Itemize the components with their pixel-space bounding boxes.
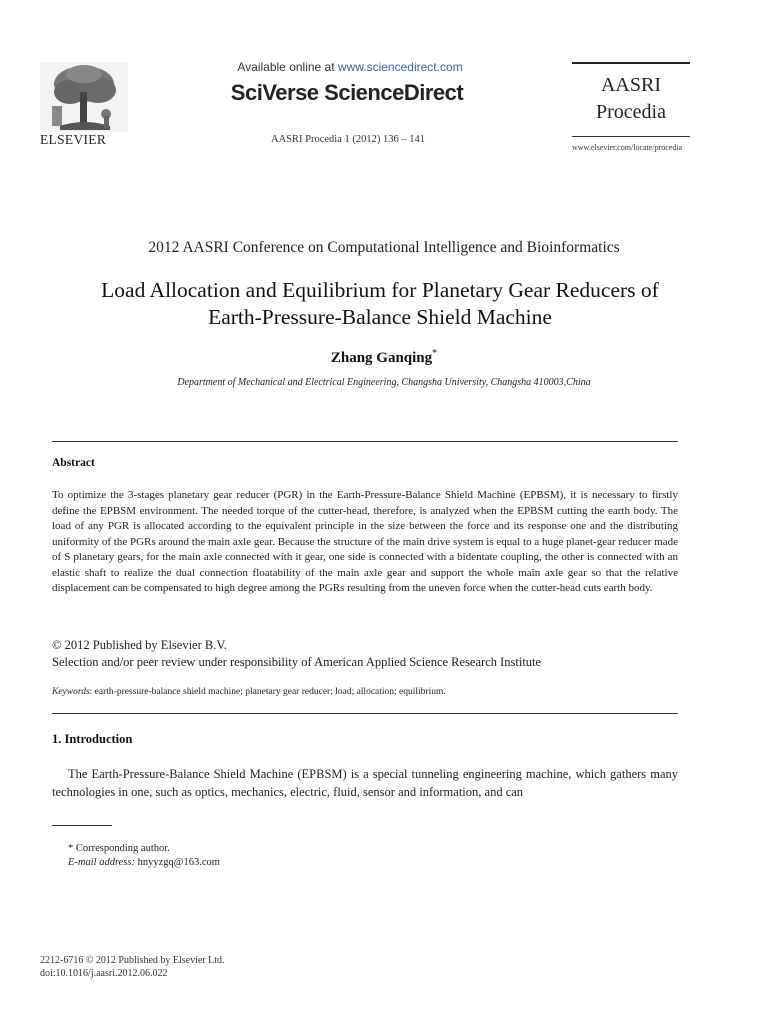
journal-box-top-rule bbox=[572, 62, 690, 64]
keywords-label: Keywords bbox=[52, 687, 90, 697]
author-affiliation: Department of Mechanical and Electrical Engineering, Changsha University, Changsha 410003,China bbox=[177, 377, 591, 388]
sciencedirect-link[interactable]: www.sciencedirect.com bbox=[337, 60, 463, 74]
section-heading-introduction: 1. Introduction bbox=[52, 732, 133, 746]
email-label: E-mail address: bbox=[68, 857, 135, 868]
introduction-paragraph: The Earth-Pressure-Balance Shield Machine (EPBSM) is a special tunneling engineering machine, which gathers many technologies in one, such as optics, mechanics, electric, fluid, sensor and information, and can bbox=[52, 767, 678, 799]
journal-citation: AASRI Procedia 1 (2012) 136 – 141 bbox=[271, 134, 425, 145]
peer-review-line: Selection and/or peer review under responsibility of American Applied Science Research Institute bbox=[52, 655, 542, 669]
journal-series: Procedia bbox=[596, 101, 666, 123]
journal-url[interactable]: www.elsevier.com/locate/procedia bbox=[572, 143, 683, 152]
keywords-line bbox=[52, 687, 446, 697]
footnote-rule bbox=[52, 825, 112, 826]
title-line-1: Load Allocation and Equilibrium for Planetary Gear Reducers of bbox=[101, 278, 659, 302]
author-text: Zhang Ganqing bbox=[330, 350, 433, 366]
publisher-wordmark: ELSEVIER bbox=[40, 132, 107, 147]
doi-line[interactable]: doi:10.1016/j.aasri.2012.06.022 bbox=[40, 968, 168, 979]
journal-name: AASRI bbox=[600, 74, 661, 96]
copyright-line: © 2012 Published by Elsevier B.V. bbox=[52, 638, 227, 652]
keywords-list: : earth-pressure-balance shield machine; planetary gear reducer; load; allocation; equilibrium. bbox=[89, 687, 446, 697]
author-name bbox=[0, 348, 768, 367]
email-address[interactable]: hnyyzgq@163.com bbox=[134, 857, 220, 868]
abstract-bottom-rule bbox=[52, 713, 678, 714]
author-footnote-mark: * bbox=[432, 348, 438, 359]
conference-name: 2012 AASRI Conference on Computational Intelligence and Bioinformatics bbox=[148, 239, 620, 256]
issn-line: 2212-6716 © 2012 Published by Elsevier Ltd. bbox=[40, 955, 225, 966]
abstract-heading: Abstract bbox=[52, 457, 95, 469]
corresponding-author-note: * Corresponding author. bbox=[68, 843, 170, 854]
title-line-2: Earth-Pressure-Balance Shield Machine bbox=[208, 305, 552, 329]
abstract-top-rule bbox=[52, 441, 678, 442]
abstract-body: To optimize the 3-stages planetary gear reducer (PGR) in the Earth-Pressure-Balance Shield Machine (EPBSM), it is necessary to firstly define the EPBSM environment. The needed torque of the cutter-head, therefore, is analyzed when the EPBSM cutting the earth body. The load of any PGR is allocated according to the equivalent principle in the size between the force and its response one and the distributing uniformity of the PGRs around the main axle gear. Because the structure of the main drive system is equal to a huge planet-gear reducer made of S planetary gears, for the main axle connected with it gear, one side is connected with a bidentate coupling, the other is connected with an elastic shaft to realize the dual connection floatability of the main axle gear and support the whole main axle gear so that the relative displacement can be compensated to high degree among the PGRs resulting from the uneven force when the cutter-head cuts earth body. bbox=[52, 489, 678, 594]
journal-box-bottom-rule bbox=[572, 136, 690, 137]
sciverse-brand: SciVerse ScienceDirect bbox=[230, 80, 464, 105]
paper-title bbox=[30, 277, 730, 331]
availability-prefix: Available online at bbox=[237, 60, 338, 74]
email-note bbox=[68, 857, 220, 868]
